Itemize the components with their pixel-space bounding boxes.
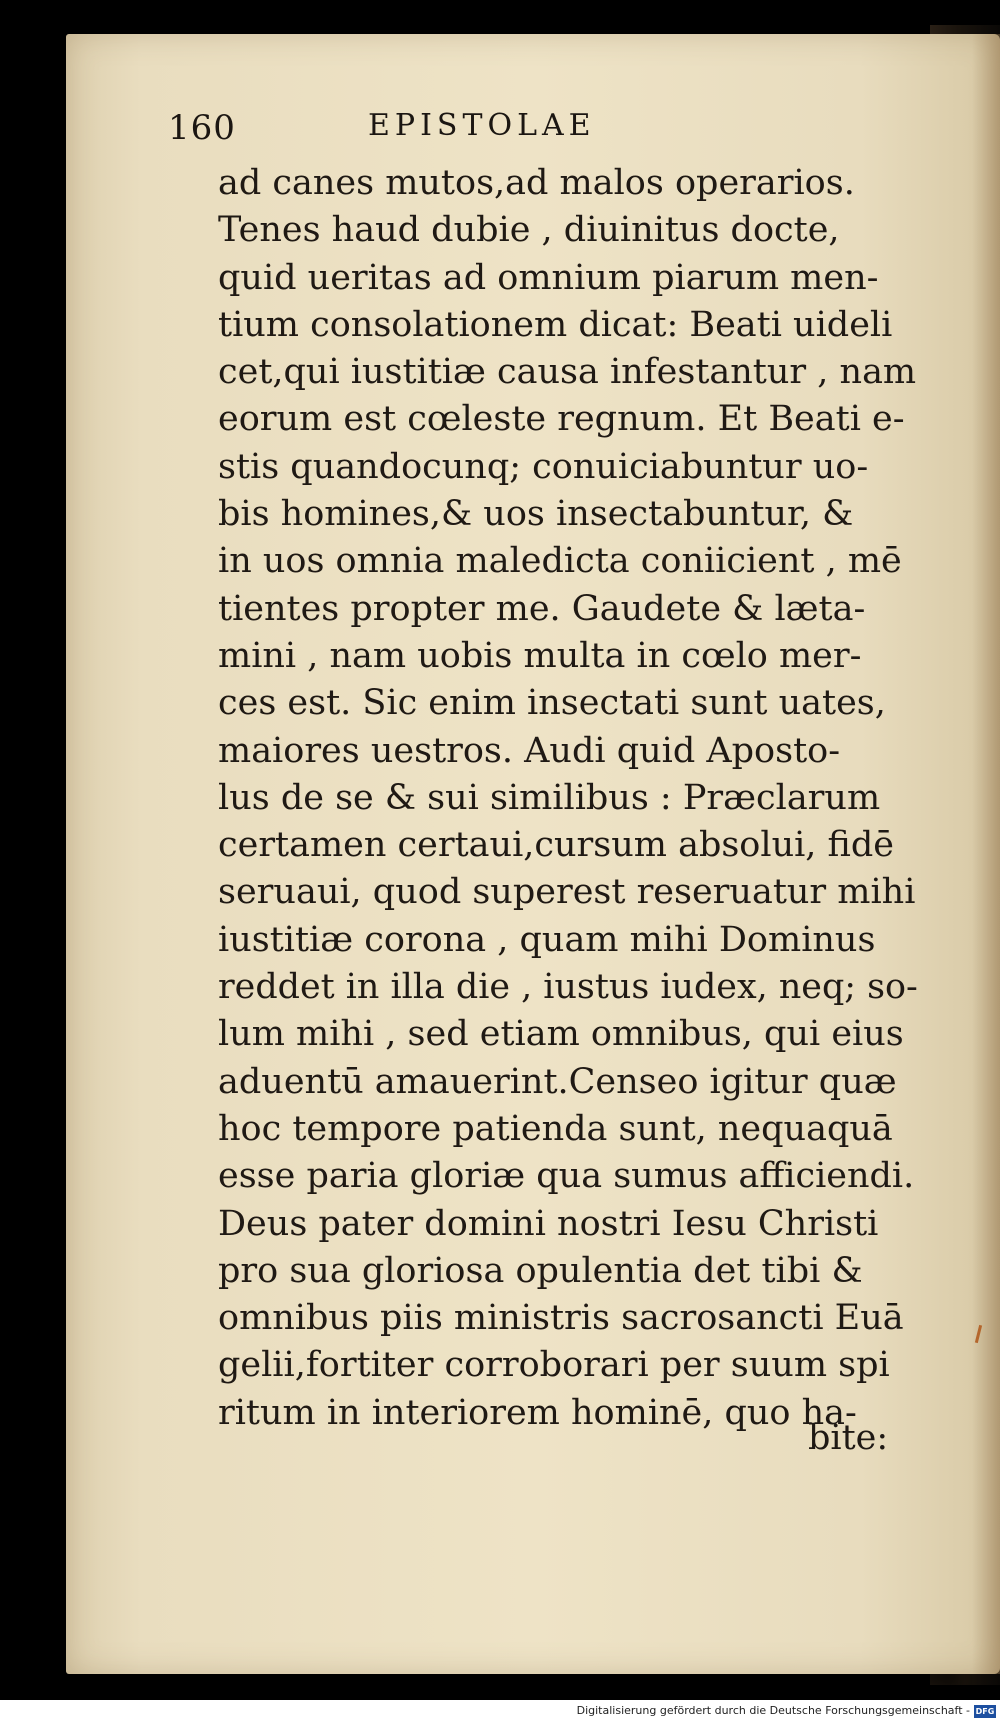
text-line: lus de se & sui similibus : Præclarum <box>218 777 881 818</box>
text-line: tium consolationem dicat: Beati uideli <box>218 304 893 345</box>
body-text <box>218 160 918 1437</box>
running-title: EPISTOLAE <box>368 108 596 143</box>
text-line: stis quandocunq; conuiciabuntur uo- <box>218 446 869 487</box>
text-line: Deus pater domini nostri Iesu Christi <box>218 1203 879 1244</box>
text-line: reddet in illa die , iustus iudex, neq; so- <box>218 967 918 1008</box>
page-fold-shading <box>972 34 1000 1674</box>
text-line: cet,qui iustitiæ causa infestantur , nam <box>218 352 917 393</box>
text-line: maiores uestros. Audi quid Aposto- <box>218 730 841 771</box>
text-line: tientes propter me. Gaudete & læta- <box>218 588 866 629</box>
funding-credit: Digitalisierung gefördert durch die Deutsche Forschungsgemeinschaft - <box>576 1704 970 1717</box>
text-line: eorum est cœleste regnum. Et Beati e- <box>218 399 905 440</box>
text-line: quid ueritas ad omnium piarum men- <box>218 257 879 298</box>
page-number: 160 <box>168 108 236 148</box>
catchword: bite: <box>808 1418 889 1458</box>
text-line: bis homines,& uos insectabuntur, & <box>218 494 854 535</box>
text-line: lum mihi , sed etiam omnibus, qui eius <box>218 1014 904 1055</box>
text-line: gelii,fortiter corroborari per suum spi <box>218 1345 890 1386</box>
digitization-footer <box>0 1700 1000 1725</box>
text-line: aduentū amauerint.Censeo igitur quæ <box>218 1061 897 1102</box>
text-line: Tenes haud dubie , diuinitus docte, <box>218 210 840 251</box>
text-line: ces est. Sic enim insectati sunt uates, <box>218 683 886 724</box>
dfg-logo-icon: DFG <box>975 1707 995 1716</box>
text-line: ad canes mutos,ad malos operarios. <box>218 163 855 203</box>
text-line: omnibus piis ministris sacrosancti Euā <box>218 1298 904 1339</box>
text-line: mini , nam uobis multa in cœlo mer- <box>218 635 862 676</box>
page-header <box>168 108 708 152</box>
scan-background-top <box>0 0 1000 30</box>
text-line: ritum in interiorem hominē, quo ha- <box>218 1392 857 1433</box>
text-line: in uos omnia maledicta coniicient , mē <box>218 541 902 582</box>
text-line: hoc tempore patienda sunt, nequaquā <box>218 1108 893 1149</box>
text-line: certamen certaui,cursum absolui, fidē <box>218 825 895 866</box>
text-line: pro sua gloriosa opulentia det tibi & <box>218 1250 863 1291</box>
text-line: seruaui, quod superest reseruatur mihi <box>218 872 916 913</box>
text-line: iustitiæ corona , quam mihi Dominus <box>218 919 876 960</box>
text-line: esse paria gloriæ qua sumus afficiendi. <box>218 1156 915 1197</box>
